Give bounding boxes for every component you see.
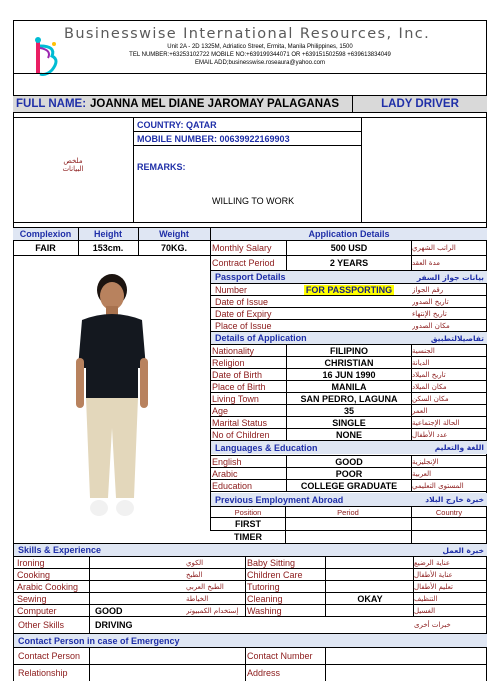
nationality-arabic: الجنسية: [412, 346, 435, 355]
employment-header: Previous Employment Abroad: [215, 494, 344, 505]
washing-value: [326, 605, 414, 616]
baby-sitting-label: Baby Sitting: [247, 557, 296, 568]
details-of-application-header: Details of Application: [215, 333, 307, 343]
arabic-cooking-value: [90, 581, 185, 592]
computer-value: GOOD: [95, 605, 123, 616]
computer-label: Computer: [17, 605, 57, 616]
place-of-birth-value: MANILA: [331, 381, 367, 392]
languages-header: Languages & Education: [215, 442, 318, 453]
english-value: GOOD: [335, 456, 363, 467]
weight-header: Weight: [159, 229, 189, 239]
arabic-label: Arabic: [212, 468, 238, 479]
children-care-label: Children Care: [247, 569, 303, 580]
contract-period-label: Contract Period: [212, 258, 275, 268]
baby-sitting-value: [326, 557, 414, 568]
weight-value: 70KG.: [160, 243, 187, 253]
other-skills-value: DRIVING: [95, 620, 133, 630]
computer-arabic: إستخدام الكمبيوتر: [186, 606, 239, 615]
tutoring-label: Tutoring: [247, 581, 280, 592]
sewing-value: [90, 593, 185, 604]
other-skills-label: Other Skills: [18, 620, 65, 630]
contact-person-label: Contact Person: [18, 650, 81, 661]
nationality-value: FILIPINO: [330, 345, 368, 356]
sewing-label: Sewing: [17, 593, 47, 604]
no-of-children-value: NONE: [335, 429, 362, 440]
date-of-issue-label: Date of Issue: [215, 296, 269, 307]
monthly-salary-value: 500 USD: [330, 243, 368, 253]
marital-status-arabic: الحالة الإجتماعية: [412, 418, 460, 427]
height-value: 153cm.: [92, 243, 124, 253]
skills-header: Skills & Experience: [18, 545, 102, 555]
languages-arabic: اللغة والتعليم: [434, 443, 484, 452]
full-name-label: FULL NAME:: [16, 98, 87, 110]
living-town-value: SAN PEDRO, LAGUNA: [300, 393, 398, 404]
contact-header: Contact Person in case of Emergency: [18, 635, 180, 646]
date-of-birth-label: Date of Birth: [212, 369, 263, 380]
other-skills-arabic: خبرات أخرى: [414, 621, 451, 629]
children-care-value: [326, 569, 414, 580]
cleaning-arabic: التنظيف: [414, 594, 438, 603]
employment-arabic: خبرة خارج البلاد: [425, 495, 484, 504]
religion-value: CHRISTIAN: [324, 357, 374, 368]
remarks-label: REMARKS:: [137, 161, 186, 172]
full-name-value: JOANNA MEL DIANE JAROMAY PALAGANAS: [90, 98, 339, 110]
cooking-value: [90, 569, 185, 580]
sewing-arabic: الخياطة: [186, 594, 209, 603]
age-label: Age: [212, 405, 229, 416]
passport-details-arabic: بيانات جواز السفر: [416, 272, 484, 282]
tutoring-arabic: تعليم الأطفال: [414, 582, 453, 591]
remarks-value: WILLING TO WORK: [212, 195, 295, 206]
ironing-value: [90, 557, 185, 568]
living-town-arabic: مكان السكن: [412, 394, 449, 403]
summary-arabic-line1: ملخص: [63, 157, 83, 165]
employment-row-2: TIMER: [234, 532, 262, 542]
summary-arabic-line2: البيانات: [62, 165, 84, 173]
age-arabic: العمر: [412, 406, 428, 415]
place-of-birth-label: Place of Birth: [212, 381, 266, 392]
country-label: COUNTRY: QATAR: [137, 119, 217, 130]
washing-label: Washing: [247, 605, 282, 616]
company-phones: TEL NUMBER:+63253102722 MOBILE NO:+639199344071 OR +639151502598 +639613834049: [129, 52, 391, 58]
contract-period-value: 2 YEARS: [329, 258, 369, 268]
marital-status-value: SINGLE: [332, 417, 366, 428]
religion-label: Religion: [212, 357, 245, 368]
ironing-arabic: الكوي: [186, 558, 204, 567]
passport-number-arabic: رقم الجواز: [412, 285, 444, 294]
date-of-birth-value: 16 JUN 1990: [322, 369, 376, 380]
company-name: Businesswise International Resources, Inc.: [64, 26, 431, 42]
date-of-expiry-arabic: تاريخ الإنتهاء: [412, 309, 447, 318]
tutoring-value: [326, 581, 414, 592]
cooking-arabic: الطبخ: [186, 570, 203, 579]
place-of-issue-arabic: مكان الصدور: [412, 321, 450, 330]
no-of-children-arabic: عدد الأطفال: [412, 430, 448, 439]
education-arabic: المستوى التعليمي: [412, 481, 464, 490]
place-of-issue-label: Place of Issue: [215, 320, 272, 331]
height-header: Height: [94, 229, 122, 239]
monthly-salary-label: Monthly Salary: [212, 243, 272, 253]
contact-number-label: Contact Number: [247, 650, 313, 661]
english-arabic: الإنجليزية: [412, 457, 439, 466]
english-label: English: [212, 456, 242, 467]
washing-arabic: الغسيل: [414, 606, 436, 615]
applicant-photo: [62, 268, 162, 526]
address-label: Address: [247, 667, 281, 678]
contract-period-arabic: مدة العقد: [412, 259, 440, 267]
arabic-cooking-label: Arabic Cooking: [17, 581, 79, 592]
place-of-birth-arabic: مكان الميلاد: [412, 382, 447, 391]
cleaning-label: Cleaning: [247, 593, 283, 604]
company-address: Unit 2A - 2D 1325M, Adriatico Street, Ermita, Manila Philippines, 1500: [167, 44, 353, 50]
cooking-label: Cooking: [17, 569, 51, 580]
arabic-cooking-arabic: الطبخ العربي: [186, 582, 224, 591]
passport-details-header: Passport Details: [215, 272, 286, 282]
relationship-label: Relationship: [18, 667, 68, 678]
children-care-arabic: عناية الأطفال: [414, 570, 453, 579]
date-of-birth-arabic: تاريخ الميلاد: [412, 370, 446, 379]
mobile-number: MOBILE NUMBER: 00639922169903: [137, 133, 290, 144]
religion-arabic: الديانة: [412, 358, 430, 367]
marital-status-label: Marital Status: [212, 417, 268, 428]
company-email: EMAIL ADD;businesswise.roseaura@yahoo.com: [195, 60, 325, 66]
ironing-label: Ironing: [17, 557, 45, 568]
skills-arabic: خبرة العمل: [442, 545, 484, 555]
nationality-label: Nationality: [212, 345, 255, 356]
education-label: Education: [212, 480, 253, 491]
arabic-arabic: العربية: [412, 469, 432, 478]
company-logo: [30, 36, 62, 78]
employment-col-position: Position: [234, 507, 262, 517]
details-of-application-arabic: تفاصيلالتطبيق: [430, 333, 484, 343]
employment-col-period: Period: [337, 507, 359, 517]
position-title: LADY DRIVER: [381, 98, 459, 110]
cleaning-value: OKAY: [357, 593, 383, 604]
age-value: 35: [343, 405, 354, 416]
complexion-header: Complexion: [19, 229, 72, 239]
living-town-label: Living Town: [212, 393, 259, 404]
application-details-header: Application Details: [308, 229, 390, 239]
date-of-issue-arabic: تاريخ الصدور: [412, 297, 449, 306]
date-of-expiry-label: Date of Expiry: [215, 308, 272, 319]
passport-number-text: FOR PASSPORTING: [305, 284, 393, 295]
baby-sitting-arabic: عناية الرضيع: [414, 558, 451, 567]
arabic-value: POOR: [335, 468, 363, 479]
summary-arabic-label: [13, 150, 133, 180]
complexion-value: FAIR: [35, 243, 56, 253]
employment-row-1: FIRST: [235, 519, 261, 529]
passport-number-value: [287, 284, 411, 295]
employment-col-country: Country: [435, 507, 463, 517]
education-value: COLLEGE GRADUATE: [300, 480, 398, 491]
monthly-salary-arabic: الراتب الشهري: [412, 244, 456, 252]
passport-number-label: Number: [215, 284, 248, 295]
no-of-children-label: No of Children: [212, 429, 270, 440]
